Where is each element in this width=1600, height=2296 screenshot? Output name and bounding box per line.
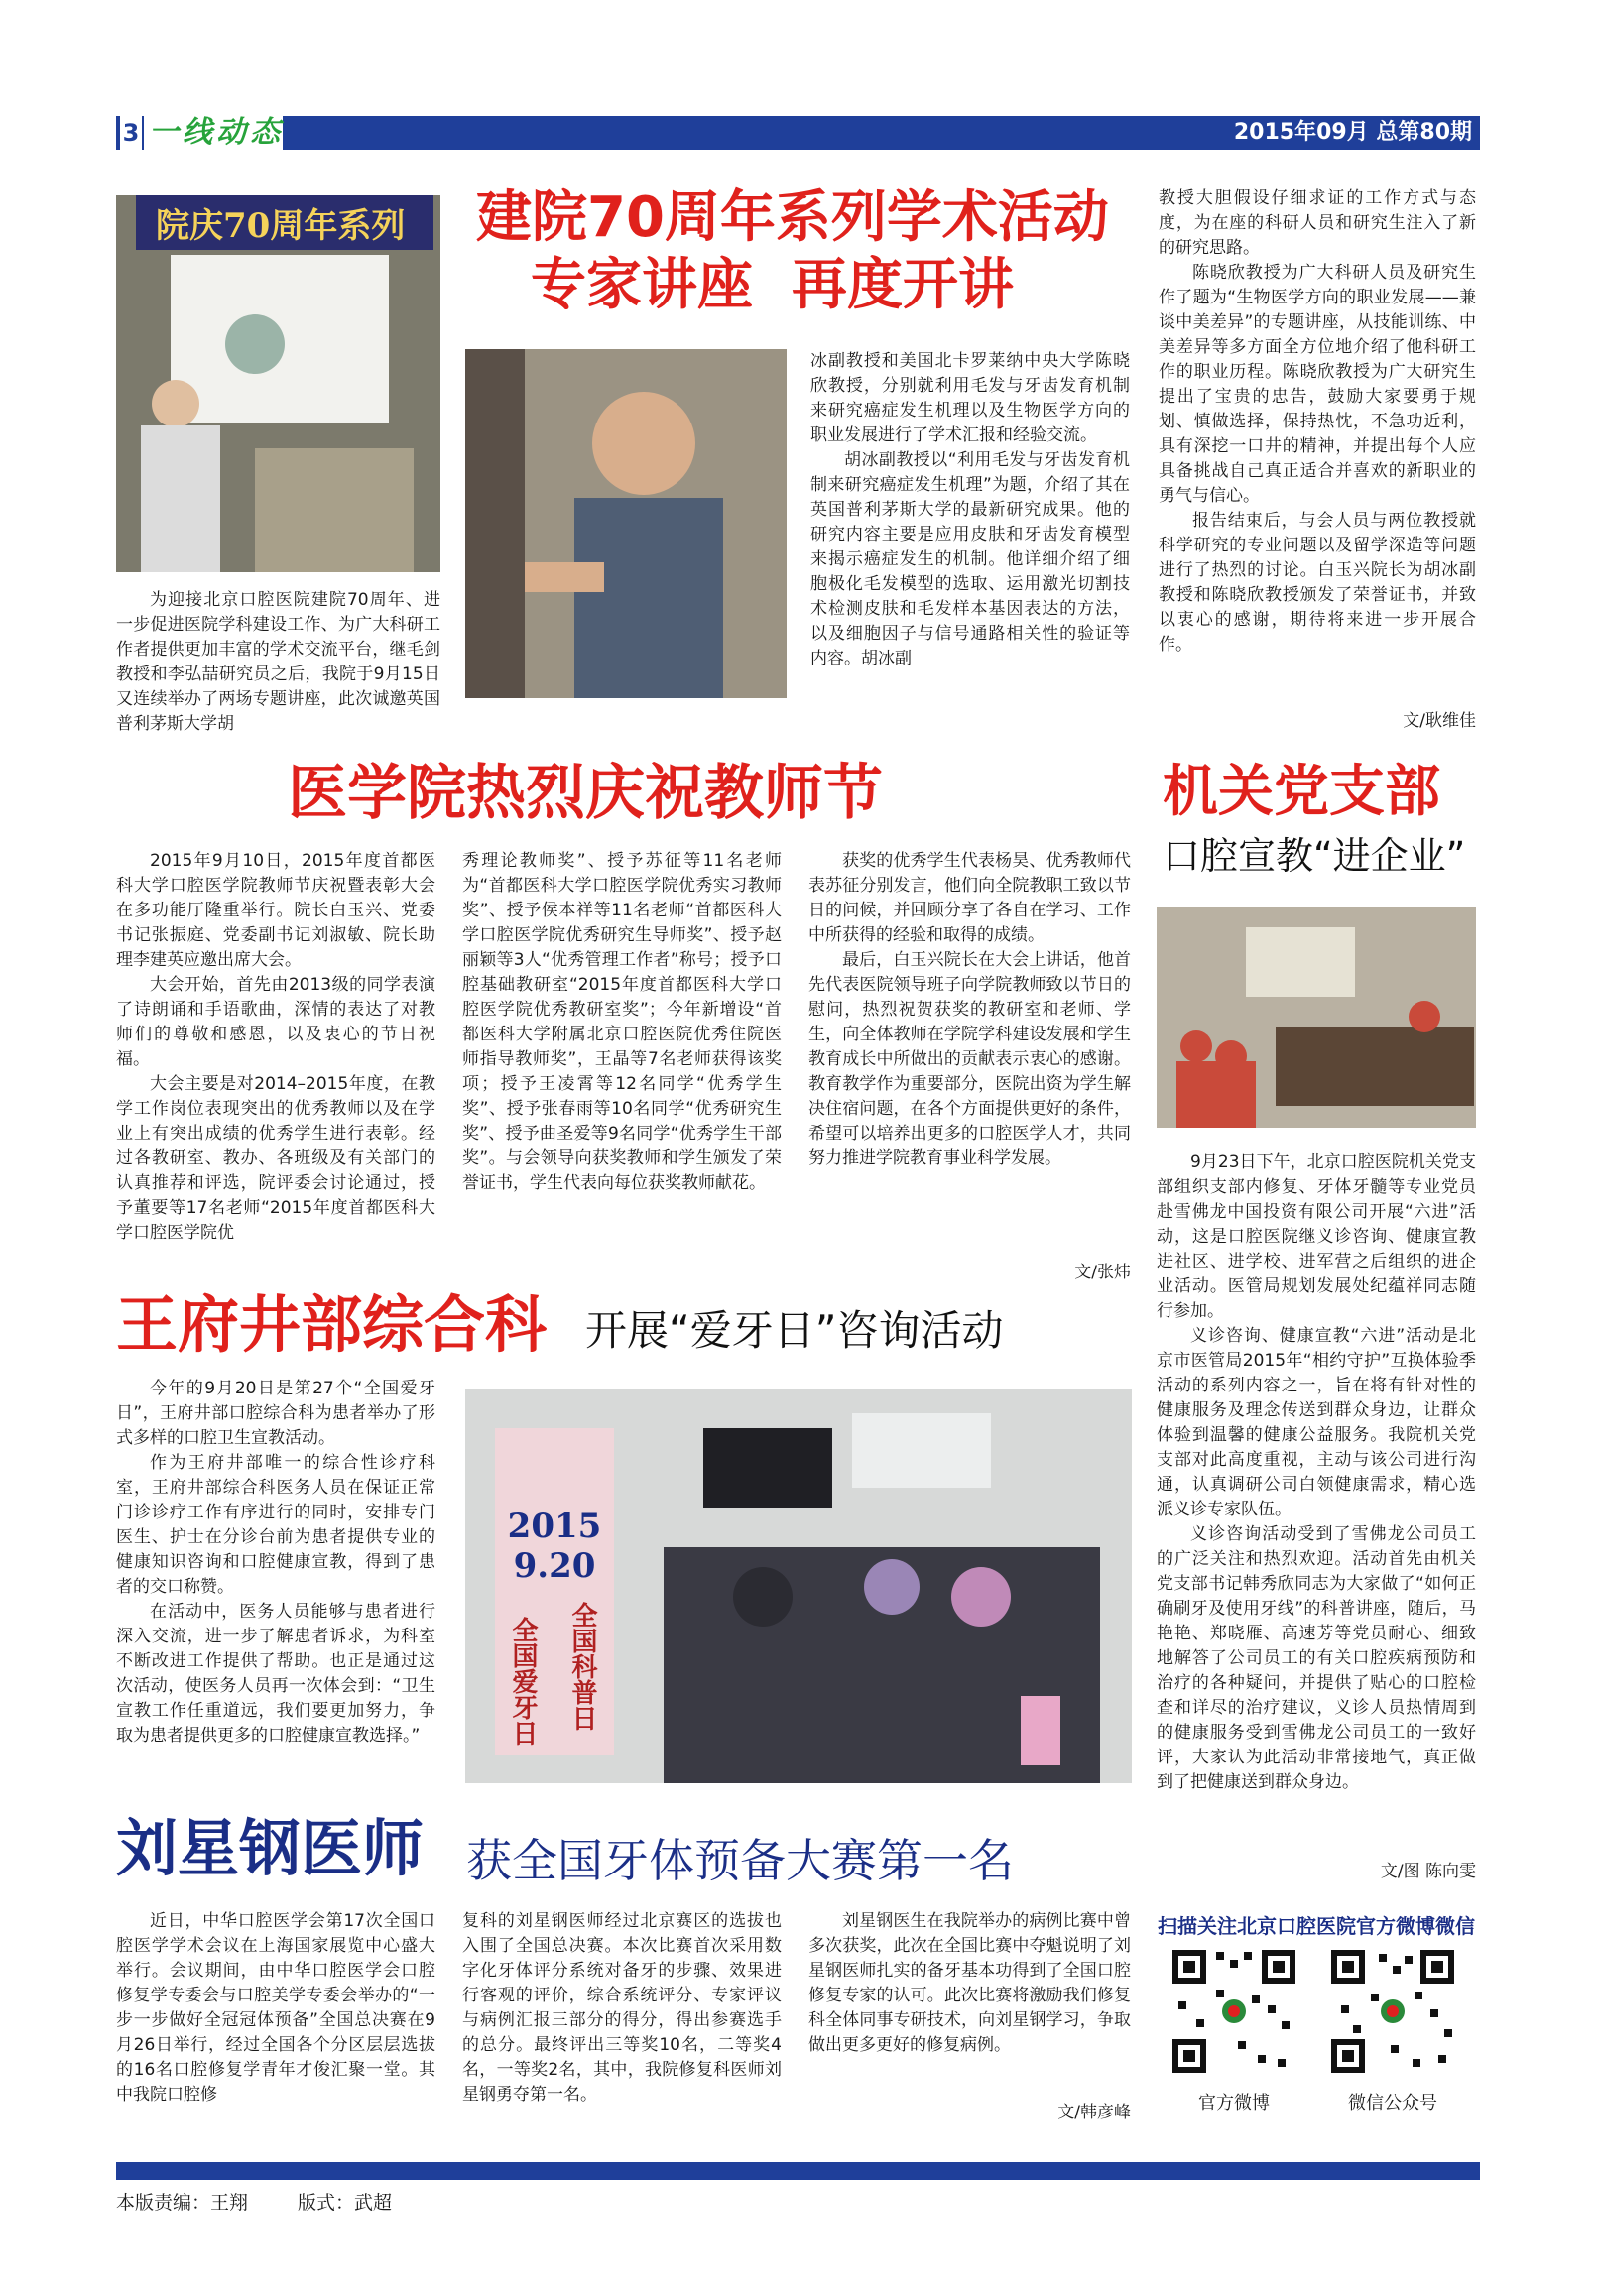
- article5-para: 复科的刘星钢医师经过北京赛区的选拔也入围了全国总决赛。本次比赛首次采用数字化牙体评分系统对备牙的步骤、效果进行客观的评价，综合系统评分、专家评议与病例汇报三部分的得分，得出参赛选手的总分。最终评出三等奖10名，二等奖4名，一等奖2名，其中，我院修复科医师刘星钢勇夺第一名。: [462, 1911, 782, 2105]
- section-label: 一线动态: [149, 115, 284, 150]
- enterprise-photo-art: [1157, 907, 1476, 1128]
- speaker-photo-art: [465, 349, 787, 698]
- page-number: 3: [120, 116, 142, 150]
- article1-title-line2: 专家讲座 再度开讲: [531, 253, 1014, 317]
- article3-title: 机关党支部: [1163, 760, 1440, 824]
- article4-text: [116, 1377, 435, 1749]
- article5-col3: [808, 1909, 1131, 2058]
- article2-para: 2015年9月10日，2015年度首都医科大学口腔医学院教师节庆祝暨表彰大会在多功能厅隆重举行。院长白玉兴、党委书记张振庭、党委副书记刘淑敏、院长助理李建英应邀出席大会。: [116, 851, 435, 970]
- enterprise-photo: [1157, 907, 1476, 1128]
- article1-para: 为迎接北京口腔医院建院70周年、进一步促进医院学科建设工作、为广大科研工作者提供更加丰富的学术交流平台，继毛剑教授和李弘喆研究员之后，我院于9月15日又连续举办了两场专题讲座，此次诚邀英国普利茅斯大学胡: [116, 590, 440, 734]
- article5-para: 刘星钢医生在我院举办的病例比赛中曾多次获奖，此次在全国比赛中夺魁说明了刘星钢医师扎实的备牙基本功得到了全国口腔修复专家的认可。此次比赛将激励我们修复科全体同事专研技术，向刘星钢学习，争取做出更多更好的修复病例。: [808, 1911, 1131, 2055]
- article2-byline: 文/张炜: [1074, 1263, 1131, 1282]
- article2-para: 秀理论教师奖”、授予苏征等11名老师为“首都医科大学口腔医学院优秀实习教师奖”、授予侯本祥等11名老师“首都医科大学口腔医学院优秀研究生导师奖”、授予赵丽颖等3人“优秀管理工作者”称号；授予口腔基础教研室“2015年度首都医科大学口腔医学院优秀教研室奖”；今年新增设“首都医科大学附属北京口腔医院优秀住院医师指导教师奖”，王晶等7名老师获得该奖项；授予王凌霄等12名同学“优秀学生奖”、授予张春雨等10名同学“优秀研究生奖”、授予曲圣爱等9名同学“优秀学生干部奖”。与会领导向获奖教师和学生颁发了荣誉证书，学生代表向每位获奖教师献花。: [462, 851, 782, 1193]
- weibo-qr-label: 官方微博: [1198, 2093, 1270, 2114]
- article1-para: 冰副教授和美国北卡罗莱纳中央大学陈晓欣教授，分别就利用毛发与牙齿发育机制来研究癌症发生机理以及生物医学方向的职业发展进行了学术汇报和经验交流。: [810, 351, 1130, 445]
- banner-date-line1: 2015: [507, 1507, 602, 1546]
- clinic-photo-art: [465, 1389, 1132, 1783]
- article1-col3: [1159, 186, 1476, 658]
- article1-title-line1: 建院70周年系列学术活动: [476, 185, 1109, 250]
- article1-col2: [810, 349, 1130, 671]
- article4-para: 作为王府井部唯一的综合性诊疗科室，王府井部综合科医务人员在保证正常门诊诊疗工作有序进行的同时，安排专门医生、护士在分诊台前为患者提供专业的健康知识咨询和口腔健康宣教，得到了患者的交口称赞。: [116, 1453, 435, 1597]
- photo-banner-text: 院庆70周年系列: [156, 206, 406, 246]
- clinic-photo: [465, 1389, 1132, 1783]
- article2-title: 医学院热烈庆祝教师节: [288, 759, 883, 828]
- article5-para: 近日，中华口腔医学会第17次全国口腔医学学术会议在上海国家展览中心盛大举行。会议期间，由中华口腔医学会口腔修复学专委会与口腔美学专委会举办的“一步一步做好全冠冠体预备”全国总决赛在9月26日举行，经过全国各个分区层层选拔的16名口腔修复学青年才俊汇聚一堂。其中我院口腔修: [116, 1911, 435, 2105]
- lecture-photo-center: [465, 349, 787, 698]
- issue-info: 2015年09月 总第80期: [1233, 120, 1472, 145]
- article2-para: 大会主要是对2014–2015年度，在教学工作岗位表现突出的优秀教师以及在学业上有突出成绩的优秀学生进行表彰。经过各教研室、教办、各班级及有关部门的认真推荐和评选，院评委会讨论通过，授予董要等17名老师“2015年度首都医科大学口腔医学院优: [116, 1074, 435, 1243]
- article3-para: 义诊咨询活动受到了雪佛龙公司员工的广泛关注和热烈欢迎。活动首先由机关党支部书记韩秀欣同志为大家做了“如何正确刷牙及使用牙线”的科普讲座，随后，马艳艳、郑晓雁、高速芳等党员耐心、细致地解答了公司员工的有关口腔疾病预防和治疗的各种疑问，并提供了贴心的口腔检查和详尽的治疗建议，义诊人员热情周到的健康服务受到雪佛龙公司员工的一致好评，大家认为此活动非常接地气，真正做到了把健康送到群众身边。: [1157, 1524, 1476, 1792]
- article4-para: 在活动中，医务人员能够与患者进行深入交流，进一步了解患者诉求，为科室不断改进工作提供了帮助。也正是通过这次活动，使医务人员再一次体会到：“卫生宣教工作任重道远，我们要更加努力，争取为患者提供更多的口腔健康宣教选择。”: [116, 1602, 435, 1746]
- article1-byline: 文/耿维佳: [1403, 711, 1476, 731]
- banner-text-col2: 全国科普日: [567, 1602, 597, 1731]
- article2-col1: [116, 849, 435, 1246]
- wechat-qr-label: 微信公众号: [1348, 2093, 1437, 2114]
- qr-code-icon: [1169, 1946, 1299, 2077]
- weibo-qr-code[interactable]: [1169, 1946, 1299, 2077]
- article3-para: 义诊咨询、健康宣教“六进”活动是北京市医管局2015年“相约守护”互换体验季活动的系列内容之一，旨在将有针对性的健康服务及理念传送到群众身边，让群众体验到温馨的健康公益服务。我院机关党支部对此高度重视，主动与该公司进行沟通，认真调研公司白领健康需求，精心选派义诊专家队伍。: [1157, 1326, 1476, 1519]
- qr-code-icon: [1327, 1946, 1458, 2077]
- article4-subtitle: 开展“爱牙日”咨询活动: [585, 1306, 1004, 1355]
- article5-byline: 文/韩彦峰: [1057, 2103, 1131, 2122]
- article1-para: 陈晓欣教授为广大科研人员及研究生作了题为“生物医学方向的职业发展——兼谈中美差异”的专题讲座，从技能训练、中美差异等多方面全方位地介绍了他科研工作的职业历程。陈晓欣教授为广大研究生提出了宝贵的忠告，鼓励大家要勇于规划、慎做选择，保持热忱，不急功近利，具有深挖一口井的精神，并提出每个人应具备挑战自己真正适合并喜欢的新职业的勇气与信心。: [1159, 263, 1476, 506]
- banner-text-col1: 全国爱牙日: [508, 1617, 538, 1746]
- article1-para: 报告结束后，与会人员与两位教授就科学研究的专业问题以及留学深造等问题进行了热烈的讨论。白玉兴院长为胡冰副教授和陈晓欣教授颁发了荣誉证书，并致以衷心的感谢，期待将来进一步开展合作。: [1159, 511, 1476, 655]
- article2-para: 获奖的优秀学生代表杨昊、优秀教师代表苏征分别发言，他们向全院教职工致以节日的问候，并回顾分享了各自在学习、工作中所获得的经验和取得的成绩。: [808, 851, 1131, 945]
- footer-bar: [116, 2162, 1480, 2180]
- article3-text: [1157, 1150, 1476, 1795]
- wechat-qr-code[interactable]: [1327, 1946, 1458, 2077]
- footer-layout: 版式：武超: [298, 2192, 393, 2214]
- article2-col3: [808, 849, 1131, 1171]
- article2-para: 最后，白玉兴院长在大会上讲话，他首先代表医院领导班子向学院教师致以节日的慰问，热烈祝贺获奖的教研室和老师、学生，向全体教师在学院学科建设发展和学生教育成长中所做出的贡献表示衷心的感谢。教育教学作为重要部分，医院出资为学生解决住宿问题，在各个方面提供更好的条件，希望可以培养出更多的口腔医学人才，共同努力推进学院教育事业科学发展。: [808, 950, 1131, 1168]
- article3-subtitle: 口腔宣教“进企业”: [1163, 834, 1466, 878]
- article1-para: 胡冰副教授以“利用毛发与牙齿发育机制来研究癌症发生机理”为题，介绍了其在英国普利茅斯大学的最新研究成果。他的研究内容主要是应用皮肤和牙齿发育模型来揭示癌症发生的机制。他详细介绍了细胞极化毛发模型的选取、运用激光切割技术检测皮肤和毛发样本基因表达的方法，以及细胞因子与信号通路相关性的验证等内容。胡冰副: [810, 450, 1130, 668]
- lecture-photo-left: [116, 195, 440, 572]
- article3-byline: 文/图 陈向雯: [1380, 1862, 1476, 1881]
- article3-para: 9月23日下午，北京口腔医院机关党支部组织支部内修复、牙体牙髓等专业党员赴雪佛龙中国投资有限公司开展“六进”活动，这是口腔医院继义诊咨询、健康宣教进社区、进学校、进军营之后组织的进企业活动。医管局规划发展处纪蕴祥同志随行参加。: [1157, 1152, 1476, 1321]
- qr-caption: 扫描关注北京口腔医院官方微博微信: [1158, 1914, 1475, 1938]
- article1-col1: [116, 588, 440, 737]
- article1-para: 教授大胆假设仔细求证的工作方式与态度，为在座的科研人员和研究生注入了新的研究思路。: [1159, 188, 1476, 258]
- article5-col1: [116, 1909, 435, 2108]
- article4-title: 王府井部综合科: [116, 1288, 548, 1361]
- lecture-photo-art: [116, 195, 440, 572]
- banner-date-line2: 9.20: [513, 1546, 596, 1586]
- article5-title: 刘星钢医师: [116, 1812, 425, 1884]
- footer-editor: 本版责编：王翔: [116, 2192, 249, 2214]
- article4-para: 今年的9月20日是第27个“全国爱牙日”，王府井部口腔综合科为患者举办了形式多样的口腔卫生宣教活动。: [116, 1379, 435, 1448]
- article5-subtitle: 获全国牙体预备大赛第一名: [466, 1834, 1014, 1887]
- article5-col2: [462, 1909, 782, 2108]
- article2-col2: [462, 849, 782, 1196]
- article2-para: 大会开始，首先由2013级的同学表演了诗朗诵和手语歌曲，深情的表达了对教师们的尊敬和感恩，以及衷心的节日祝福。: [116, 975, 435, 1069]
